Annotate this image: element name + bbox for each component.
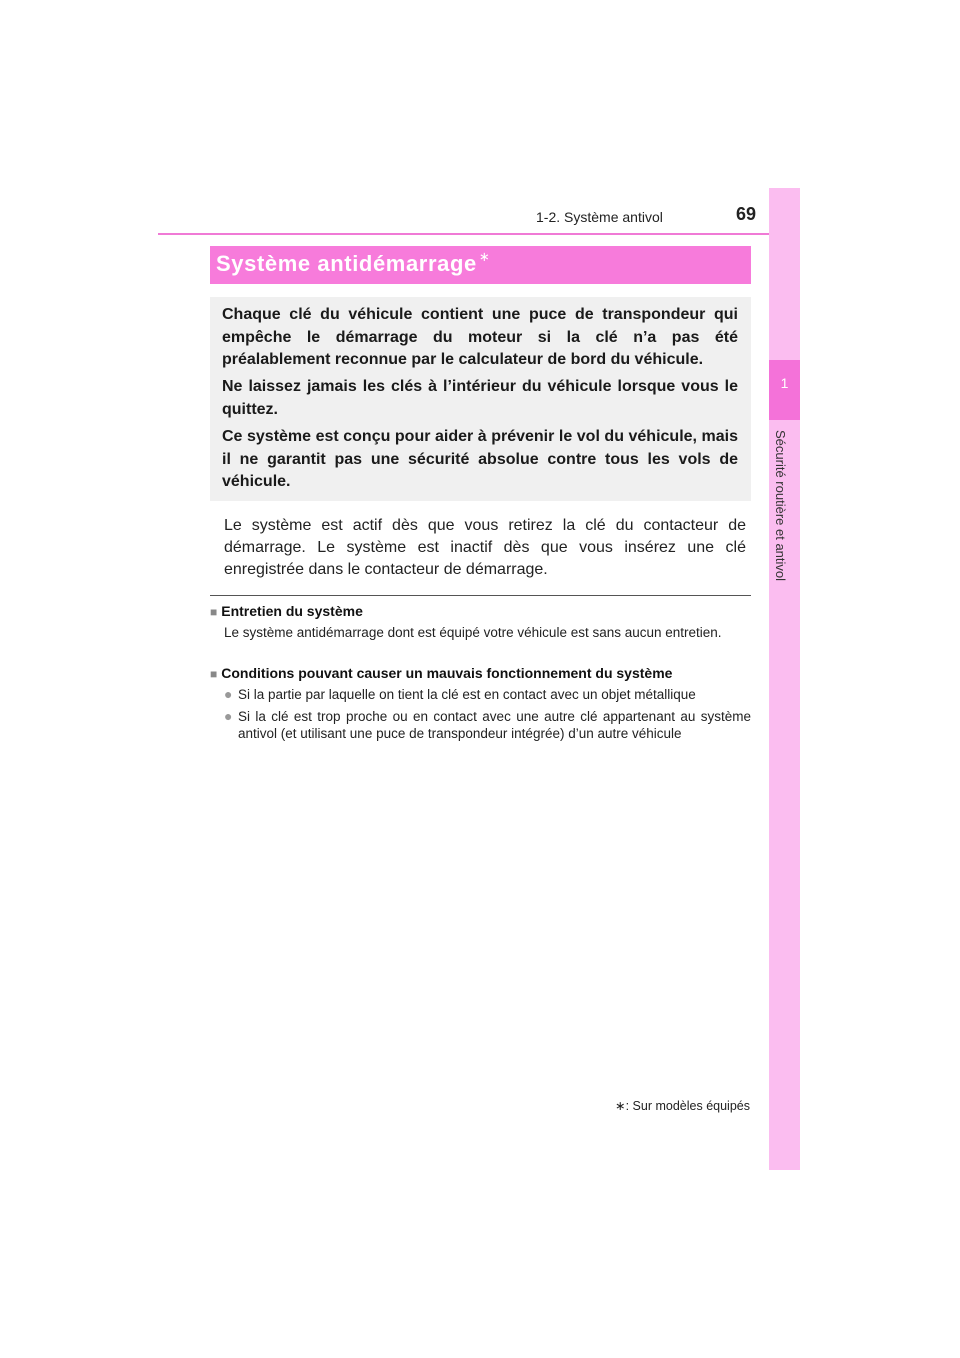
circle-bullet-icon: ● — [224, 686, 233, 702]
section-divider — [210, 595, 751, 596]
square-bullet-icon: ■ — [210, 667, 218, 681]
footnote-text: : Sur modèles équipés — [625, 1099, 750, 1113]
intro-paragraph-3: Ce système est conçu pour aider à prévenir le vol du véhicule, mais il ne garantit pas une sécurité absolue contre tous les vols de véhicule. — [222, 428, 738, 490]
chapter-sidebar — [769, 188, 800, 1170]
section-label: 1-2. Système antivol — [536, 209, 663, 225]
title-banner — [210, 246, 751, 284]
list-item-text: Si la partie par laquelle on tient la clé est en contact avec un objet métallique — [238, 687, 696, 702]
intro-paragraph-2: Ne laissez jamais les clés à l’intérieur du véhicule lorsque vous le quittez. — [222, 378, 738, 418]
list-item — [224, 686, 751, 704]
note-paragraph-maintenance: Le système antidémarrage dont est équipé votre véhicule est sans aucun entretien. — [224, 625, 722, 640]
asterisk-icon: ∗ — [615, 1099, 626, 1113]
chapter-title: Sécurité routière et antivol — [773, 430, 788, 582]
note-heading-conditions — [210, 665, 672, 681]
note-heading-text: Conditions pouvant causer un mauvais fonctionnement du système — [221, 665, 673, 681]
body-paragraph: Le système est actif dès que vous retirez la clé du contacteur de démarrage. Le système est inactif dès que vous insérez une clé enregistrée dans le contacteur de démarrage. — [224, 517, 746, 578]
note-heading-text: Entretien du système — [221, 603, 363, 619]
footnote — [600, 1098, 750, 1113]
page-title-text: Système antidémarrage — [216, 251, 477, 276]
intro-box — [210, 297, 751, 501]
header-rule — [158, 233, 800, 235]
list-item-text: Si la clé est trop proche ou en contact avec une autre clé appartenant au système antivol (et utilisant une puce de transpondeur intégrée) d’un autre véhicule — [238, 709, 751, 741]
circle-bullet-icon: ● — [224, 708, 233, 724]
asterisk-icon: ∗ — [478, 249, 491, 264]
page-title — [216, 251, 490, 277]
square-bullet-icon: ■ — [210, 605, 218, 619]
note-heading-maintenance — [210, 603, 363, 619]
list-item — [224, 708, 751, 762]
page-number: 69 — [736, 204, 757, 224]
intro-paragraph-1: Chaque clé du véhicule contient une puce de transpondeur qui empêche le démarrage du moteur si la clé n’a pas été préalablement reconnue par le calculateur de bord du véhicule. — [222, 306, 738, 368]
chapter-number: 1 — [780, 375, 789, 391]
